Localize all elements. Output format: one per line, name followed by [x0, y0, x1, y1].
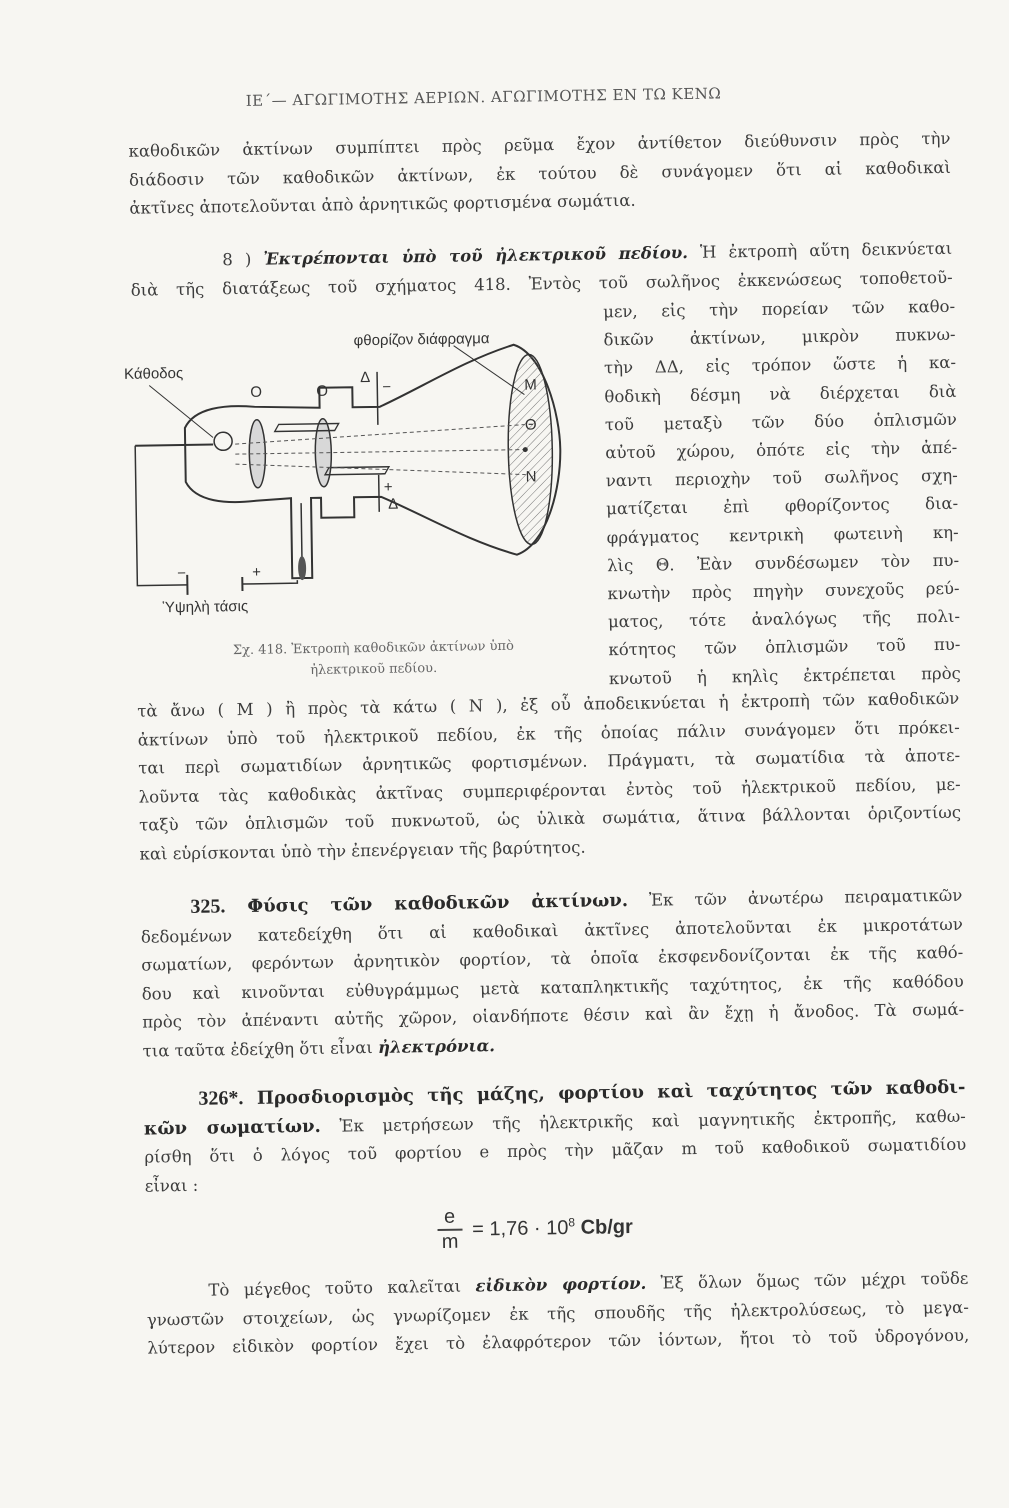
- text-line: διάδοσιν τῶν καθοδικῶν ἀκτίνων, ἐκ τούτου δὲ συνάγομεν ὅτι αἱ καθοδικαὶ: [129, 153, 951, 194]
- text-line: κνωτὴν πρὸς πηγὴν συνεχοῦς ρεύ-: [607, 575, 959, 609]
- figure-418: [123, 313, 598, 630]
- tube-outline: [184, 344, 563, 580]
- text-line: δικῶν ἀκτίνων, μικρὸν πυκνω-: [603, 321, 955, 355]
- plate-minus-label: −: [382, 379, 391, 396]
- section-325-line1-rest: Ἐκ τῶν ἀνωτέρω πειραματικῶν: [628, 886, 963, 910]
- section-325-last-start: τια ταῦτα ἐδείχθη ὅτι εἶναι: [143, 1037, 379, 1060]
- text-line: θοδικὴ δέσμη νὰ διέρχεται διὰ: [604, 377, 956, 411]
- text-line: δου καὶ κινοῦνται εὐθυγράμμως μετὰ καταπληκτικῆς ταχύτητος, ἐκ τῆς καθόδου: [142, 967, 964, 1008]
- text-line: γνωστῶν στοιχείων, ὡς γνωρίζομεν ἐκ τῆς σπουδῆς τῆς ἠλεκτρολύσεως, τὸ μεγα-: [147, 1293, 969, 1334]
- intro-paragraph: [128, 125, 951, 223]
- spot-label-M: Μ: [524, 376, 537, 393]
- text-line: λὶς Θ. Ἐὰν συνδέσωμεν τὸν πυ-: [607, 547, 959, 581]
- text-line: φράγματος κεντρικὴ φωτεινὴ κη-: [606, 518, 958, 552]
- section-326-number: 326*.: [198, 1087, 243, 1110]
- closing-line1-rest: Ἐξ ὅλων ὅμως τῶν μέχρι τοῦδε: [646, 1269, 968, 1293]
- caption-line: Σχ. 418. Ἐκτροπὴ καθοδικῶν ἀκτίνων ὑπὸ: [188, 635, 558, 662]
- text-line: κνωτοῦ ἡ κηλὶς ἐκτρέπεται πρὸς: [609, 659, 961, 693]
- after-figure-paragraph: [137, 685, 962, 869]
- cathode: [214, 432, 232, 450]
- text-line: ματος, τότε ἀναλόγως τῆς πολι-: [608, 603, 960, 637]
- section-325-number: 325.: [190, 895, 225, 918]
- text-line: λύτερον εἰδικὸν φορτίον ἔχει τὸ ἐλαφρότερον τῶν ἰόντων, ἤτοι τὸ τοῦ ὑδρογόνου,: [147, 1322, 969, 1363]
- closing-paragraph: [146, 1265, 969, 1363]
- section-326-title-cont: κῶν σωματίων.: [144, 1115, 321, 1139]
- text-line: καὶ εὑρίσκονται ὑπὸ τὴν ἐπενέργειαν τῆς βαρύτητος.: [139, 827, 961, 868]
- section-326-title: Προσδιορισμὸς τῆς μάζης, φορτίου καὶ ταχύτητος τῶν καθοδι-: [257, 1077, 966, 1109]
- text-line: σωματίων, φερόντων ἀρνητικὸν φορτίον, τὰ ὁποῖα ἐκσφενδονίζονται ἐκ τῆς καθό-: [141, 939, 963, 980]
- text-line: ταξὺ τῶν ὁπλισμῶν τοῦ πυκνωτοῦ, ὡς ὑλικὰ σωμάτια, ἅτινα βάλλονται ὁριζοντίως: [139, 799, 961, 840]
- text-line: ναντι περιοχὴν τοῦ σωλῆνος σχη-: [606, 462, 958, 496]
- text-line: ται περὶ σωματιδίων ἀρνητικῶς φορτισμένων. Πράγματι, τὰ σωματίδια τὰ ἀποτε-: [138, 742, 960, 783]
- item-8-title: Ἐκτρέπονται ὑπὸ τοῦ ἠλεκτρικοῦ πεδίου.: [263, 243, 688, 269]
- value-text: = 1,76 · 10: [472, 1217, 569, 1241]
- text-line: καθοδικῶν ἀκτίνων συμπίπτει πρὸς ρεῦμα ἔχον ἀντίθετον διεύθυνσιν πρὸς τὴν: [128, 125, 950, 166]
- cathode-label: Κάθοδος: [124, 365, 183, 383]
- minus-terminal-label: −: [177, 565, 186, 582]
- unit: Cb/gr: [575, 1216, 633, 1239]
- section-325: [140, 881, 965, 1066]
- text-line: διὰ τῆς διατάξεως τοῦ σχήματος 418. Ἐντὸς τοῦ σωλῆνος ἐκκενώσεως τοποθετοῦ-: [131, 263, 953, 304]
- section-326: [143, 1073, 967, 1201]
- text-line: μεν, εἰς τὴν πορείαν τῶν καθο-: [603, 293, 955, 327]
- caption-line: ἠλεκτρικοῦ πεδίου.: [189, 656, 559, 683]
- formula-value: [472, 1216, 633, 1241]
- text-line: ἀκτίνων ὑπὸ τοῦ ἠλεκτρικοῦ πεδίου, ἐκ τῆς ὁποίας πάλιν συνάγομεν ὅτι πρόκει-: [138, 713, 960, 754]
- text-line: τοῦ μεταξὺ τῶν δύο ὁπλισμῶν: [605, 406, 957, 440]
- spot-label-Theta: Θ: [525, 416, 537, 433]
- circuit-wire: [135, 443, 297, 585]
- section-326-line2-rest: Ἐκ μετρήσεων τῆς ἠλεκτρικῆς καὶ μαγνητικῆς ἐκτροπῆς, καθω-: [321, 1106, 966, 1135]
- text-line: τὴν ΔΔ, εἰς τρόπον ὥστε ἡ κα-: [604, 349, 956, 383]
- item-8-number: 8 ): [222, 250, 263, 270]
- item-8-line1-rest: Ἡ ἐκτροπὴ αὕτη δεικνύεται: [688, 239, 953, 262]
- running-head: ΙΕ΄— ΑΓΩΓΙΜΟΤΗΣ ΑΕΡΙΩΝ. ΑΓΩΓΙΜΟΤΗΣ ΕΝ ΤΩ ΚΕΝΩ: [246, 82, 846, 109]
- cathode-ray-tube-diagram: [123, 313, 598, 630]
- electrons-term: ἠλεκτρόνια.: [378, 1036, 495, 1057]
- plus-terminal-label: +: [252, 564, 261, 581]
- text-line: δεδομένων κατεδείχθη ὅτι αἱ καθοδικαὶ ἀκτῖνες ἀποτελοῦνται ἐκ μικροτάτων: [141, 910, 963, 951]
- aperture-label-1: Ο: [250, 384, 262, 401]
- specific-charge-formula: [437, 1203, 633, 1254]
- screen-label: φθορίζον διάφραγμα: [353, 330, 490, 349]
- electron-beam: [235, 425, 526, 480]
- text-line: τὰ ἄνω ( Μ ) ἢ πρὸς τὰ κάτω ( Ν ), ἐξ οὗ ἀποδεικνύεται ἡ ἐκτροπὴ τῶν καθοδικῶν: [137, 685, 959, 726]
- plate-label-top: Δ: [360, 369, 370, 386]
- plate-label-bottom: Δ: [388, 496, 398, 513]
- text-line: ἀκτῖνες ἀποτελοῦνται ἀπὸ ἀρνητικῶς φορτισμένα σωμάτια.: [129, 182, 951, 223]
- spot-label-N: Ν: [526, 468, 537, 485]
- text-line: πρὸς τὸν ἀπέναντι αὐτῆς χῶρον, οἱανδήποτε θέσιν καὶ ἂν ἔχῃ ἡ ἄνοδος. Τὰ σωμά-: [142, 996, 964, 1037]
- fraction: [437, 1206, 462, 1254]
- text-line: κότητος τῶν ὁπλισμῶν τοῦ πυ-: [608, 631, 960, 665]
- section-325-heading: [190, 890, 628, 918]
- numerator: e: [437, 1206, 462, 1231]
- aperture-label-2: Ο: [316, 383, 328, 400]
- text-line: λοῦντα τὰς καθοδικὰς ἀκτῖνας συμπεριφέρονται ἐντὸς τοῦ ἠλεκτρικοῦ πεδίου, με-: [138, 770, 960, 811]
- text-line: εἶναι :: [145, 1159, 967, 1200]
- plate-plus-label: +: [384, 479, 393, 496]
- specific-charge-term: εἰδικὸν φορτίον.: [475, 1274, 646, 1296]
- side-column: [603, 293, 961, 693]
- text-line: ματίζεται ἐπὶ φθορίζοντος δια-: [606, 490, 958, 524]
- denominator: m: [438, 1231, 463, 1254]
- exponent: 8: [568, 1216, 575, 1230]
- high-voltage-label: Ὑψηλὴ τάσις: [163, 598, 249, 616]
- closing-line1-start: Τὸ μέγεθος τοῦτο καλεῖται: [208, 1276, 475, 1299]
- figure-caption: [188, 635, 559, 683]
- section-325-title: Φύσις τῶν καθοδικῶν ἀκτίνων.: [247, 890, 628, 917]
- text-line: αὐτοῦ χώρου, ὁπότε εἰς τὴν ἀπέ-: [605, 434, 957, 468]
- text-line: ρίσθη ὅτι ὁ λόγος τοῦ φορτίου e πρὸς τὴν μᾶζαν m τοῦ καθοδικοῦ σωματιδίου: [144, 1131, 966, 1172]
